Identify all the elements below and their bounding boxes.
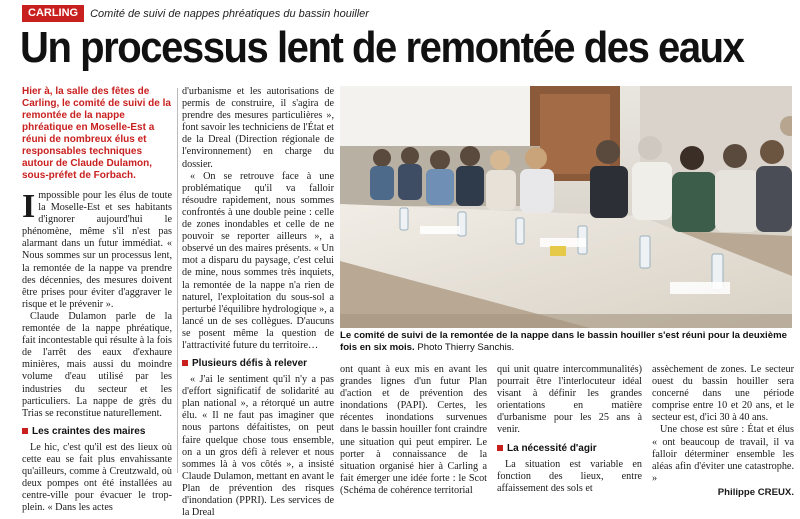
- col2-paragraph-1: d'urbanisme et les autorisations de permis de construire, il s'agira de prendre des mesures particulières », font savoir les techniciens de l'État et de la Dreal (Direction régionale de l'environnement) en charge du dossier.: [182, 86, 334, 170]
- kicker-subtitle: Comité de suivi de nappes phréatiques du bassin houiller: [90, 7, 369, 20]
- col1-paragraph-1-text: mpossible pour les élus de toute la Moselle-Est et ses habitants d'ignorer aujourd'hui le phénomène, même s'il n'est pas alarmant dans un futur immédiat. « Nous sommes sur un processus lent, la remontée de la nappe va prendre des décennies, des mesures doivent être prises pour éviter d'aggraver le risque et le prévenir ».: [22, 190, 172, 310]
- col1-paragraph-3: Le hic, c'est qu'il est des lieux où cette eau se fait plus envahissante qu'ailleurs, comme à Creutzwald, où deux pompes ont été installées au centre-ville pour évacuer le trop-plein. « Dans les actes: [22, 441, 172, 514]
- column-divider: [177, 88, 178, 473]
- red-square-bullet-icon: [182, 360, 188, 366]
- column-5: [652, 364, 794, 499]
- kicker: [22, 5, 369, 22]
- author-signature: Philippe CREUX.: [717, 486, 794, 498]
- chapeau: Hier à, la salle des fêtes de Carling, le comité de suivi de la remontée de la nappe phréatique en Moselle-Est a réuni de nombreux élus et responsables techniques autour de Claude Dulamon, sous-préfet de Forbach.: [22, 86, 171, 181]
- photo-caption: [340, 330, 795, 353]
- col1-paragraph-1: [22, 190, 172, 311]
- subheading-craintes: [22, 426, 172, 438]
- subheading-necessite: [497, 443, 642, 455]
- subheading-defis-text: Plusieurs défis à relever: [192, 358, 308, 370]
- headline: Un processus lent de remontée des eaux: [20, 23, 744, 72]
- meeting-photo-illustration: [340, 86, 792, 328]
- dropcap: I: [22, 188, 36, 225]
- subheading-necessite-text: La nécessité d'agir: [507, 442, 597, 454]
- col3-paragraph-1: ont quant à eux mis en avant les grandes lignes d'un futur Plan d'action et de prévention des inondations (PAPI). Certes, les récentes inondations survenues dans le bassin houiller font craindre une situation qui peut empirer. Le porter à connaissance de la situation organisé hier à Carling a fait émerger une idée forte : le Scot (Schéma de cohérence territorial: [340, 364, 487, 496]
- col5-paragraph-1: assèchement de zones. Le secteur ouest du bassin houiller sera concerné dans une période comprise entre 10 et 20 ans, et le secteur est, d'ici 30 à 40 ans.: [652, 364, 794, 424]
- photo-credit: Photo Thierry Sanchis.: [417, 341, 515, 353]
- column-4: [497, 364, 642, 495]
- col2-paragraph-2: « On se retrouve face à une problématique qu'il va falloir résoudre rapidement, nous sommes confrontés à une double peine : celle de zones inondables et celle de ne pouvoir se reporter ailleurs », a observé un des maires présents. « Un mot a disparu du paysage, c'est celui de mine, nous sommes très inquiets, la remontée de la nappe n'a rien de naturel, l'exploitation du sous-sol a perturbé l'équilibre hydrologique », a lancé un de ses collègues. D'aucuns se posent même la question de l'attractivité future du territoire…: [182, 170, 334, 351]
- col5-paragraph-2: Une chose est sûre : État et élus « ont beaucoup de travail, il va falloir déterminer ensemble les aléas afin d'éviter une catastrophe. »: [652, 424, 794, 484]
- meeting-photo: [340, 86, 792, 328]
- subheading-defis: [182, 358, 334, 370]
- red-square-bullet-icon: [497, 445, 503, 451]
- col2-paragraph-3: « J'ai le sentiment qu'il n'y a pas d'effort significatif de solidarité au plan national », a rétorqué un autre élu. « Il ne faut pas imaginer que nous partons défaitistes, on peut faire quelque chose tous ensemble, on a un gros défi à relever et nous sommes là à vos côtés », a insisté Claude Dulamon, mettant en avant le Plan de prévention des risques d'inondation (PPRI). Les services de la Dreal: [182, 374, 334, 519]
- subheading-craintes-text: Les craintes des maires: [32, 425, 146, 437]
- column-2: [182, 86, 334, 519]
- col4-paragraph-2: La situation est variable en fonction des lieux, entre affaissement des sols et: [497, 458, 642, 494]
- section-tag: CARLING: [22, 5, 84, 22]
- column-3: [340, 364, 487, 497]
- col1-paragraph-2: Claude Dulamon parle de la remontée de la nappe phréatique, fait incontestable qui résulte à la fois de l'arrêt des eaux d'exhaure minières, mais aussi du moindre volume d'eau utilisé par les industries du secteur et les particuliers. La nappe de grès du Trias se reconstitue naturellement.: [22, 310, 172, 419]
- column-1: [22, 86, 172, 514]
- caption-text: Le comité de suivi de la remontée de la nappe dans le bassin houiller s'est réuni pour la deuxième fois en six mois.: [340, 330, 787, 353]
- red-square-bullet-icon: [22, 428, 28, 434]
- col4-paragraph-1: qui unit quatre intercommunalités) pourrait être l'interlocuteur idéal visant à définir les grandes orientations en matière d'urbanisme pour les 25 ans à venir.: [497, 364, 642, 436]
